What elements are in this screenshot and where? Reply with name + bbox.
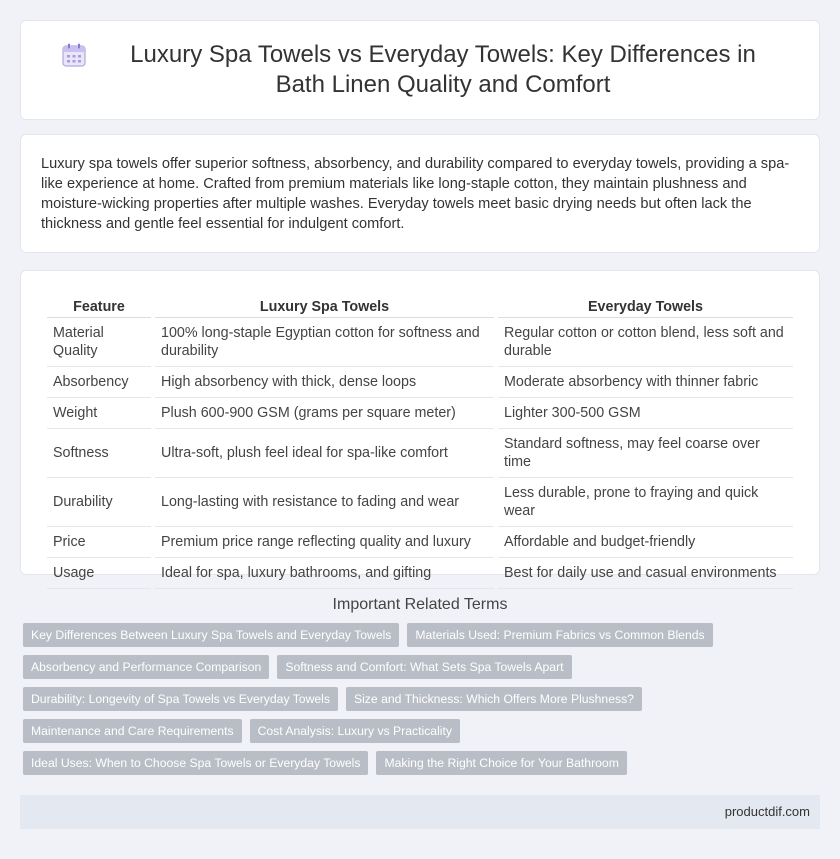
related-term-tag[interactable]: Size and Thickness: Which Offers More Plushness? [346,687,642,711]
related-term-tag[interactable]: Cost Analysis: Luxury vs Practicality [250,719,460,743]
intro-card [20,134,820,253]
table-row [47,429,793,478]
luxury-cell: Plush 600-900 GSM (grams per square meter) [155,398,494,429]
table-row [47,367,793,398]
footer-site-link[interactable]: productdif.com [724,804,810,819]
luxury-cell: 100% long-staple Egyptian cotton for softness and durability [155,318,494,367]
everyday-cell: Affordable and budget-friendly [498,527,793,558]
comparison-table [43,295,797,589]
feature-cell: Weight [47,398,151,429]
everyday-cell: Regular cotton or cotton blend, less soft and durable [498,318,793,367]
feature-cell: Material Quality [47,318,151,367]
comparison-table-card [20,270,820,581]
related-term-tag[interactable]: Ideal Uses: When to Choose Spa Towels or Everyday Towels [23,751,368,775]
related-terms-title: Important Related Terms [332,596,508,613]
feature-cell: Usage [47,558,151,589]
everyday-cell: Moderate absorbency with thinner fabric [498,367,793,398]
calendar-icon [61,42,87,68]
table-row [47,318,793,367]
footer [20,795,820,829]
luxury-cell: Ultra-soft, plush feel ideal for spa-like comfort [155,429,494,478]
luxury-cell: Premium price range reflecting quality and luxury [155,527,494,558]
feature-cell: Absorbency [47,367,151,398]
feature-cell: Softness [47,429,151,478]
column-header-feature: Feature [47,295,151,318]
header-card [20,20,820,120]
intro-text: Luxury spa towels offer superior softness, absorbency, and durability compared to everyday towels, providing a spa-like experience at home. Crafted from premium materials like long-staple cotton, they maintain plushness and moisture-wicking properties after multiple washes. Everyday towels meet basic drying needs but often lack the thickness and gentle feel essential for indulgent comfort. [41,156,790,232]
feature-cell: Price [47,527,151,558]
luxury-cell: High absorbency with thick, dense loops [155,367,494,398]
related-terms-tags [20,623,820,783]
everyday-cell: Less durable, prone to fraying and quick wear [498,478,793,527]
related-term-tag[interactable]: Key Differences Between Luxury Spa Towels and Everyday Towels [23,623,399,647]
related-term-tag[interactable]: Softness and Comfort: What Sets Spa Towels Apart [277,655,571,679]
luxury-cell: Ideal for spa, luxury bathrooms, and gifting [155,558,494,589]
everyday-cell: Best for daily use and casual environments [498,558,793,589]
related-term-tag[interactable]: Making the Right Choice for Your Bathroom [376,751,626,775]
related-term-tag[interactable]: Absorbency and Performance Comparison [23,655,269,679]
table-row [47,398,793,429]
table-row [47,558,793,589]
table-row [47,478,793,527]
column-header-luxury: Luxury Spa Towels [155,295,494,318]
everyday-cell: Standard softness, may feel coarse over time [498,429,793,478]
column-header-everyday: Everyday Towels [498,295,793,318]
feature-cell: Durability [47,478,151,527]
related-term-tag[interactable]: Durability: Longevity of Spa Towels vs Everyday Towels [23,687,338,711]
related-term-tag[interactable]: Materials Used: Premium Fabrics vs Common Blends [407,623,712,647]
table-row [47,527,793,558]
everyday-cell: Lighter 300-500 GSM [498,398,793,429]
page-title: Luxury Spa Towels vs Everyday Towels: Key Differences in Bath Linen Quality and Comfort [130,41,756,98]
related-terms-section [20,596,820,783]
table-header-row [47,295,793,318]
luxury-cell: Long-lasting with resistance to fading and wear [155,478,494,527]
related-term-tag[interactable]: Maintenance and Care Requirements [23,719,242,743]
